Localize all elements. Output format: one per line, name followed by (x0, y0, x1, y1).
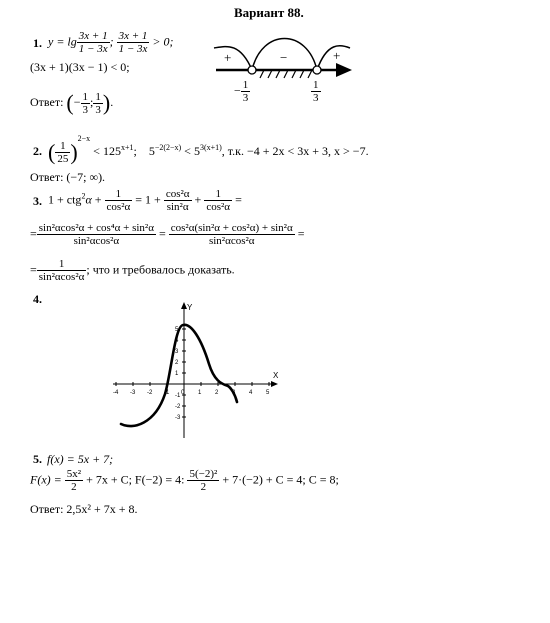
label-left: − $\frac{1}{3}$ (234, 79, 249, 104)
x-tick-label: -3 (130, 390, 136, 396)
x-tick-label: 1 (198, 390, 202, 396)
y-tick-label: 3 (175, 349, 179, 355)
x-tick-label: -2 (147, 390, 153, 396)
function-curve (121, 325, 237, 426)
gt: > 0; (149, 34, 174, 49)
y-tick-label: -1 (175, 393, 181, 399)
sign-arc-left (214, 47, 252, 70)
problem-5-line1: f(x) = 5x + 7; (47, 452, 114, 466)
function-graph (105, 298, 285, 443)
y-axis-label: Y (187, 303, 193, 312)
sign-minus: − (280, 50, 288, 65)
y-tick-label: -2 (175, 404, 181, 410)
x-tick-label: -4 (113, 390, 119, 396)
page-title: Вариант 88. (234, 5, 304, 20)
y-tick-label: 1 (175, 371, 179, 377)
problem-3-line1: 1 + ctg$^2$α + $\frac{1}{\text{cos²α}}$ = 1 + $\frac{\text{cos²α}}{\text{sin²α}}$ + $\frac{1}{\text{cos²α}}$ = (48, 188, 242, 213)
arrow-head-icon (336, 63, 352, 77)
eq-lg: y = lg (48, 34, 77, 49)
problem-3-line3: = $\frac{1}{\text{sin²αcos²α}}$ ; что и требовалось доказать. (30, 258, 235, 283)
problem-2-answer: Ответ: (−7; ∞). (30, 170, 106, 184)
x-tick-label: 0 (181, 390, 185, 396)
y-tick-label: 4 (175, 338, 179, 344)
open-point-left (248, 66, 256, 74)
open-point-right (313, 66, 321, 74)
x-axis-label: X (273, 371, 279, 380)
problem-3-number: 3. (33, 194, 42, 208)
y-tick-label: -3 (175, 415, 181, 421)
y-tick-label: 5 (175, 327, 179, 333)
sign-plus-right: + (333, 48, 341, 63)
x-tick-label: -1 (164, 390, 170, 396)
frac-1: $\frac{3x + 1}{1 - 3x}$ (78, 30, 108, 55)
problem-1-equation (48, 30, 173, 55)
x-arrow-icon (271, 381, 278, 387)
problem-1-answer: Ответ: (− $\frac{1}{3}$ ; $\frac{1}{3}$ ). (30, 90, 114, 116)
problem-1-number: 1. (33, 36, 42, 50)
x-tick-label: 5 (266, 390, 270, 396)
problem-3-line2: = $\frac{\text{sin²αcos²α + cos⁴α + sin²α}}{\text{sin²αcos²α}}$ = $\frac{\text{cos²α(sin²α + cos²α) + sin²α}}{\text{sin²αcos²α}}$ = (30, 222, 305, 247)
problem-5-answer: Ответ: 2,5x² + 7x + 8. (30, 502, 138, 516)
x-tick-label: 2 (215, 390, 219, 396)
answer-label: Ответ: (30, 94, 64, 109)
label-right: $\frac{1}{3}$ (313, 79, 319, 104)
problem-1-line2: (3x + 1)(3x − 1) < 0; (30, 60, 130, 74)
problem-4-number: 4. (33, 292, 42, 306)
sign-plus-left: + (224, 50, 232, 65)
x-tick-label: 3 (232, 390, 236, 396)
problem-5-number: 5. (33, 452, 42, 466)
problem-2-number: 2. (33, 144, 42, 158)
x-tick-label: 4 (249, 390, 253, 396)
problem-5-line2: F(x) = $\frac{\text{5x²}}{2}$ + 7x + C; F(−2) = 4: $\frac{\text{5(−2)²}}{2}$ + 7·(−2) + C = 4; C = 8; (30, 468, 339, 493)
y-tick-label: 2 (175, 360, 179, 366)
sep: ; (109, 34, 114, 49)
frac-2: $\frac{3x + 1}{1 - 3x}$ (118, 30, 148, 55)
problem-2-equation: ( $\frac{1}{25}$ )$^{2-x} < 125^{x+1}$; $5^{-2(2-x)} < 5^{3(x+1)}$, т.к. −4 + 2x < 3x + 3, x > −7. (48, 134, 369, 165)
